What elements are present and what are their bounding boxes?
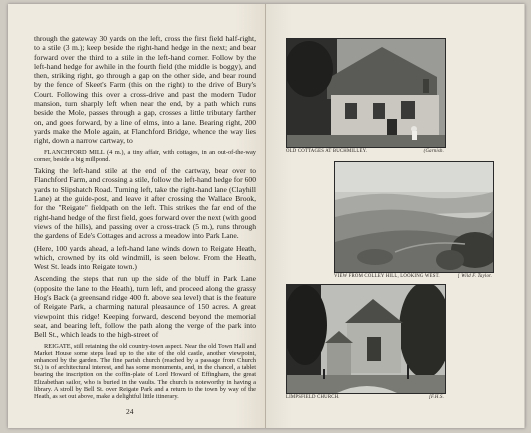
right-page: [266, 4, 524, 428]
paragraph-route-to-park-lane: Taking the left-hand stile at the end of the cartway, bear over to Flanchford Farm, and crossing a stile, follow the left-hand hedge for 600 yards to Slipshatch Road. Turning left, take the right-hand lane (Clayhill Lane) at the guide-post, and leave it after crossing the Wallace Brook, for the "Reigate" fieldpath on the left. This strikes the far end of the right-hand hedge of the first field, goes forward over the next (with good views of the hills), and passing over a cross-track (5 m.), runs through the gardens of Ede's Cottages and across a meadow into Park Lane.: [34, 166, 256, 241]
caption-text: OLD COTTAGES AT BUCHMILLEY.: [286, 149, 368, 154]
caption-colley-hill: [334, 274, 492, 279]
colley-hill-image: [335, 162, 493, 272]
paragraph-reigate-park: Ascending the steps that run up the side of the bluff in Park Lane (opposite the lane to the Heath), turn left, and proceed along the grassy Hog's Back (a greensand ridge 400 ft. above sea level) that is the feature of Reigate Park, a charming natural pleasaunce of 150 acres. A great viewpoint this ridge! Keeping forward, descend beyond the memorial seat, and bearing left, follow the path along the verge of the park into Bell St., which leads to the high-street of: [34, 274, 256, 340]
caption-text: VIEW FROM COLLEY HILL, LOOKING WEST.: [334, 274, 440, 279]
page-number: 24: [126, 407, 134, 416]
photo-credit: (Garnish.: [423, 149, 444, 154]
left-page: [8, 4, 266, 428]
photo-credit: [ Wild F. Taylor.: [457, 274, 492, 279]
paragraph-route-to-flanchford: through the gateway 30 yards on the left, cross the first field half-right, to a stile (3 m.); keep beside the right-hand hedge in the next; and bear forward over the third to a stile in the left-hand corner. Follow by the left-hand hedge for awhile in the fourth field (the middle is boggy), and then, striking right, go through a gap on the other side, and bear round by the fence of Skeet's Farm (this on the right) to the drive of Bury's Court. Following this over a cross-drive and past the modern Tudor mansion, turn sharply left when near the end, by a path which runs beside the Mole, passes through a gap, crosses a little tributary farther on, and goes forward, by a line of elms, into a lane. Bearing right, 200 yards make the Mole again, at Flanchford Bridge, whence the way lies right, down a narrow cartway, to: [34, 34, 256, 146]
photo-old-cottages: [286, 38, 446, 148]
paragraph-flanchford-mill: FLANCHFORD MILL (4 m.), a tiny affair, with cottages, in an out-of-the-way corner, beside a big millpond.: [34, 148, 256, 163]
photo-colley-hill-view: [334, 161, 494, 273]
paragraph-reigate-heath-note: (Here, 100 yards ahead, a left-hand lane winds down to Reigate Heath, which, crowned by its old windmill, is seen below. From the Heath, West St. leads into Reigate town.): [34, 243, 256, 272]
caption-text: LIMPSFIELD CHURCH.: [286, 395, 340, 400]
photo-credit: [F.H.S.: [428, 395, 444, 400]
photo-limpsfield-church: [286, 284, 446, 394]
caption-old-cottages: [286, 149, 444, 154]
limpsfield-church-image: [287, 285, 445, 393]
paragraph-reigate-town: REIGATE, still retaining the old country-town aspect. Near the old Town Hall and Market House some steps lead up to the site of the old castle, another viewpoint, enhanced by the garden. The fine parish church (reached by a passage from Church St.) is of architectural interest, and has some monuments, and, in the chancel, a tablet bearing the inscription on the coffin-plate of Lord Howard of Effingham, the great Elizabethan sailor, who is buried in the vaults. The church is noteworthy in having a library. A stroll by Bell St. over Reigate Park and a return to the town by way of the Heath, as set out above, make a delightful little itinerary.: [34, 342, 256, 400]
body-text-column: [34, 34, 256, 400]
book-spread: [8, 4, 525, 428]
old-cottages-image: [287, 39, 445, 147]
caption-limpsfield-church: [286, 395, 444, 400]
